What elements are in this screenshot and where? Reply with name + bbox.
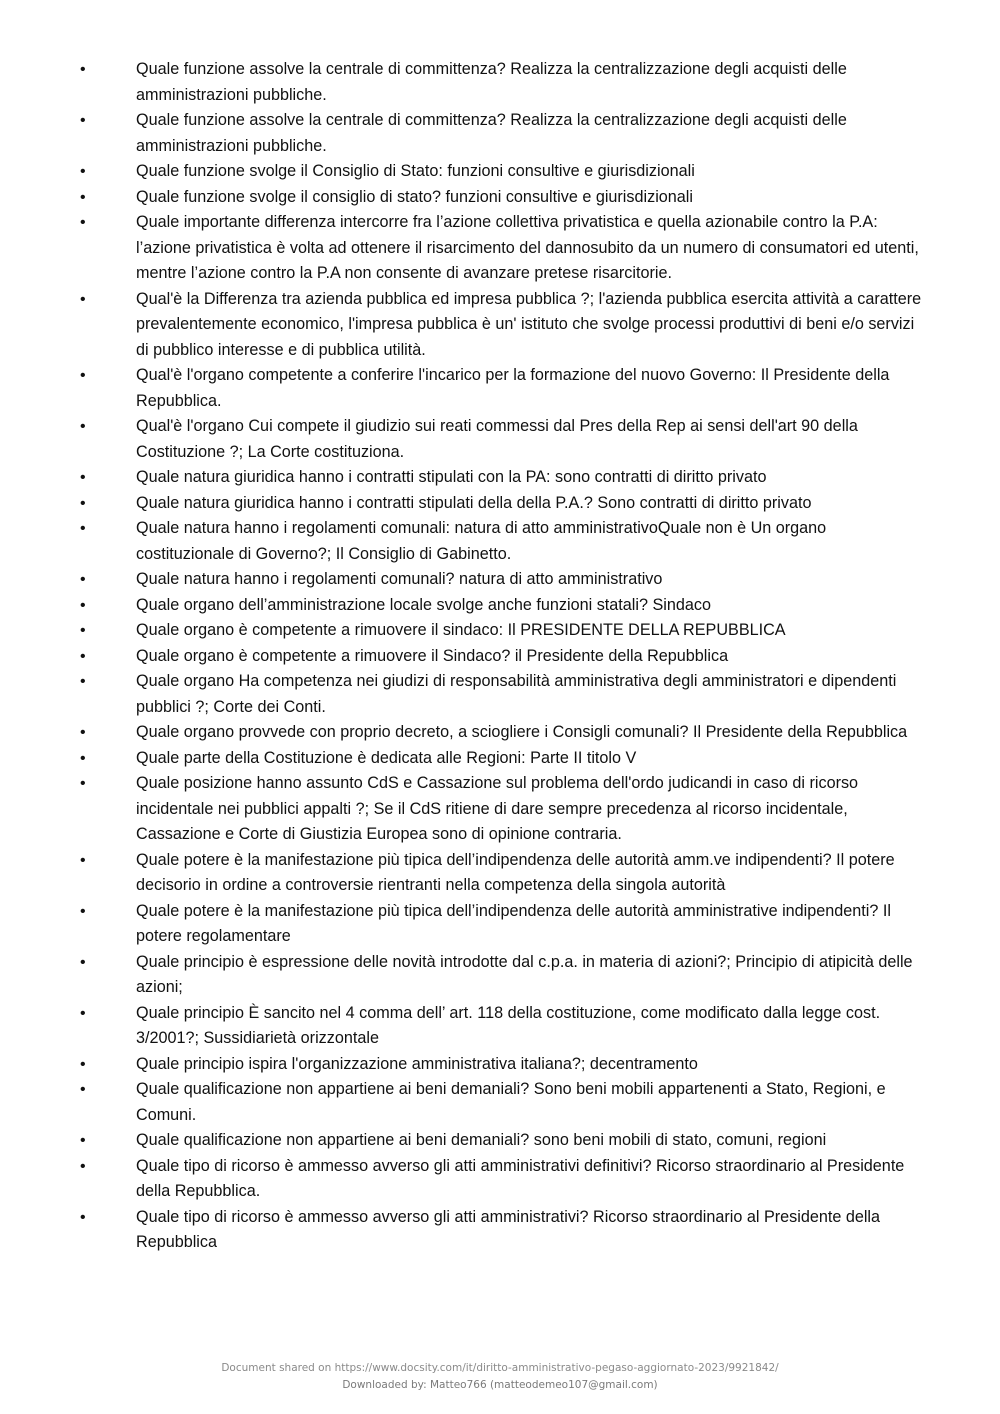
list-item [0, 1052, 1000, 1078]
bullet-icon: • [80, 520, 86, 537]
list-item [0, 516, 1000, 567]
bullet-icon: • [80, 596, 86, 614]
bullet-icon: • [80, 571, 86, 588]
list-item-text: Quale organo Ha competenza nei giudizi di responsabilità amministrativa degli amministratori e dipendenti pubblici ?; Corte dei Conti. [136, 672, 897, 716]
bullet-icon: • [80, 418, 86, 435]
list-item [0, 159, 1000, 185]
list-item-text: Quale principio ispira l'organizzazione amministrativa italiana?; decentramento [136, 1054, 698, 1073]
list-item-text: Qual'è la Differenza tra azienda pubblica ed impresa pubblica ?; l'azienda pubblica esercita attività a carattere prevalentemente economico, l'impresa pubblica è un' istituto che svolge processi produttivi di beni e/o servizi di pubblico interesse e di pubblica utilità. [136, 289, 922, 359]
list-item [0, 720, 1000, 746]
list-item [0, 669, 1000, 720]
list-item-text: Quale qualificazione non appartiene ai beni demaniali? Sono beni mobili appartenenti a Stato, Regioni, e Comuni. [136, 1080, 886, 1124]
list-item-text: Quale funzione svolge il consiglio di stato? funzioni consultive e giurisdizionali [136, 187, 693, 206]
list-item-text: Quale posizione hanno assunto CdS e Cassazione sul problema dell'ordo judicandi in caso di ricorso incidentale nei pubblici appalti ?; Se il CdS ritiene di dare sempre precedenza al ricorso incidentale, Cassazione e Corte di Giustizia Europea sono di opinione contraria. [136, 774, 859, 843]
bullet-icon: • [80, 851, 86, 869]
bullet-icon: • [80, 290, 86, 308]
list-item [0, 465, 1000, 491]
bullet-icon: • [80, 1004, 86, 1022]
list-item-text: Quale qualificazione non appartiene ai beni demaniali? sono beni mobili di stato, comuni, regioni [136, 1131, 827, 1149]
bullet-icon: • [80, 1081, 86, 1098]
list-item-text: Quale potere è la manifestazione più tipica dell’indipendenza delle autorità amministrative indipendenti? Il potere regolamentare [136, 901, 891, 945]
list-item-text: Quale potere è la manifestazione più tipica dell’indipendenza delle autorità amm.ve indipendenti? Il potere decisorio in ordine a controversie rientranti nella competenza della singola autorità [136, 850, 895, 894]
bullet-icon: • [80, 724, 86, 741]
list-item [0, 491, 1000, 517]
bullet-icon: • [80, 188, 86, 206]
list-item [0, 1001, 1000, 1052]
list-item-text: Quale natura hanno i regolamenti comunali? natura di atto amministrativo [136, 570, 663, 588]
list-item-text: Quale parte della Costituzione è dedicata alle Regioni: Parte II titolo V [136, 748, 637, 767]
list-item [0, 57, 1000, 108]
bullet-icon: • [80, 469, 86, 486]
bullet-icon: • [80, 112, 86, 129]
list-item [0, 746, 1000, 772]
list-item [0, 1077, 1000, 1128]
list-item [0, 950, 1000, 1001]
list-item [0, 1128, 1000, 1154]
list-item [0, 108, 1000, 159]
list-item [0, 899, 1000, 950]
list-item-text: Quale principio È sancito nel 4 comma dell’ art. 118 della costituzione, come modificato dalla legge cost. 3/2001?; Sussidiarietà orizzontale [136, 1003, 881, 1047]
bullet-icon: • [80, 61, 86, 78]
list-item [0, 185, 1000, 211]
list-item-text: Quale tipo di ricorso è ammesso avverso gli atti amministrativi definitivi? Ricorso straordinario al Presidente della Repubblica. [136, 1156, 905, 1200]
bullet-icon: • [80, 214, 86, 231]
list-item-text: Quale tipo di ricorso è ammesso avverso gli atti amministrativi? Ricorso straordinario al Presidente della Repubblica [136, 1207, 881, 1251]
bullet-icon: • [80, 1208, 86, 1226]
question-list [0, 57, 1000, 1256]
list-item-text: Quale funzione svolge il Consiglio di Stato: funzioni consultive e giurisdizionali [136, 162, 695, 180]
list-item-text: Qual'è l'organo Cui compete il giudizio sui reati commessi dal Pres della Rep ai sensi dell'art 90 della Costituzione ?; La Corte costituziona. [136, 417, 858, 461]
list-item [0, 1205, 1000, 1256]
list-item-text: Quale organo provvede con proprio decreto, a sciogliere i Consigli comunali? Il Presidente della Repubblica [136, 723, 908, 741]
bullet-icon: • [80, 1157, 86, 1175]
list-item-text: Quale natura giuridica hanno i contratti stipulati con la PA: sono contratti di diritto privato [136, 468, 767, 486]
list-item [0, 210, 1000, 287]
list-item-text: Quale natura giuridica hanno i contratti stipulati della della P.A.? Sono contratti di diritto privato [136, 493, 812, 512]
list-item [0, 1154, 1000, 1205]
list-item-text: Quale organo è competente a rimuovere il sindaco: Il PRESIDENTE DELLA REPUBBLICA [136, 621, 786, 639]
bullet-icon: • [80, 367, 86, 384]
list-item [0, 618, 1000, 644]
footer-downloaded-note: Downloaded by: Matteo766 (matteodemeo107@gmail.com) [342, 1379, 658, 1391]
bullet-icon: • [80, 622, 86, 639]
list-item-text: Quale principio è espressione delle novità introdotte dal c.p.a. in materia di azioni?; Principio di atipicità delle azioni; [136, 952, 913, 996]
list-item [0, 567, 1000, 593]
bullet-icon: • [80, 953, 86, 971]
list-item [0, 771, 1000, 848]
list-item [0, 848, 1000, 899]
list-item [0, 414, 1000, 465]
bullet-icon: • [80, 1055, 86, 1073]
list-item [0, 593, 1000, 619]
bullet-icon: • [80, 775, 86, 792]
bullet-icon: • [80, 1132, 86, 1149]
list-item [0, 644, 1000, 670]
bullet-icon: • [80, 494, 86, 512]
bullet-icon: • [80, 163, 86, 180]
list-item-text: Quale importante differenza intercorre fra l’azione collettiva privatistica e quella azionabile contro la P.A: l’azione privatistica è volta ad ottenere il risarcimento del dannosubito da un numero di consumatori ed utenti, mentre l’azione contro la P.A non consente di avanzare pretese risarcitorie. [136, 213, 919, 282]
list-item-text: Quale funzione assolve la centrale di committenza? Realizza la centralizzazione degli acquisti delle amministrazioni pubbliche. [136, 60, 847, 104]
list-item [0, 287, 1000, 364]
list-item-text: Qual'è l'organo competente a conferire l'incarico per la formazione del nuovo Governo: Il Presidente della Repubblica. [136, 366, 890, 410]
bullet-icon: • [80, 902, 86, 920]
list-item-text: Quale organo dell’amministrazione locale svolge anche funzioni statali? Sindaco [136, 595, 711, 614]
list-item [0, 363, 1000, 414]
list-item-text: Quale funzione assolve la centrale di committenza? Realizza la centralizzazione degli acquisti delle amministrazioni pubbliche. [136, 111, 847, 155]
bullet-icon: • [80, 647, 86, 665]
bullet-icon: • [80, 749, 86, 767]
bullet-icon: • [80, 673, 86, 690]
list-item-text: Quale organo è competente a rimuovere il Sindaco? il Presidente della Repubblica [136, 646, 729, 665]
footer-shared-note: Document shared on https://www.docsity.com/it/diritto-amministrativo-pegaso-aggiornato-2023/9921842/ [221, 1362, 779, 1374]
list-item-text: Quale natura hanno i regolamenti comunali: natura di atto amministrativoQuale non è Un organo costituzionale di Governo?; Il Consiglio di Gabinetto. [136, 519, 827, 563]
